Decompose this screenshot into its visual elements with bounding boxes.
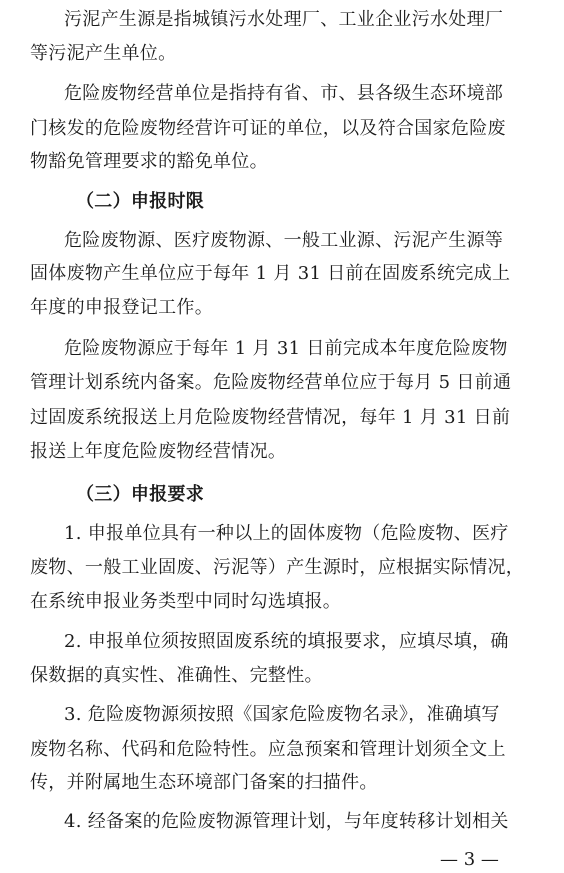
paragraph-line: 危险废物经营单位是指持有省、市、县各级生态环境部 bbox=[64, 83, 504, 104]
paragraph-line: 在系统申报业务类型中同时勾选填报。 bbox=[30, 591, 342, 612]
paragraph-line: 物豁免管理要求的豁免单位。 bbox=[30, 151, 268, 172]
paragraph-line: 年度的申报登记工作。 bbox=[30, 297, 213, 318]
paragraph-line: 危险废物源、医疗废物源、一般工业源、污泥产生源等 bbox=[64, 230, 504, 251]
section-heading: （二）申报时限 bbox=[76, 191, 205, 212]
paragraph-line: 过固废系统报送上月危险废物经营情况，每年 1 月 31 日前 bbox=[30, 407, 511, 428]
paragraph-line: 等污泥产生单位。 bbox=[30, 43, 177, 64]
paragraph-line: 危险废物源应于每年 1 月 31 日前完成本年度危险废物 bbox=[64, 338, 508, 359]
paragraph-line: 管理计划系统内备案。危险废物经营单位应于每月 5 日前通 bbox=[30, 372, 512, 393]
paragraph-line: 2. 申报单位须按照固废系统的填报要求，应填尽填，确 bbox=[64, 631, 509, 652]
section-heading: （三）申报要求 bbox=[76, 484, 205, 505]
paragraph-line: 门核发的危险废物经营许可证的单位，以及符合国家危险废 bbox=[30, 118, 506, 139]
paragraph-line: 1. 申报单位具有一种以上的固体废物（危险废物、医疗 bbox=[64, 523, 509, 544]
paragraph-line: 保数据的真实性、准确性、完整性。 bbox=[30, 665, 323, 686]
paragraph-line: 废物、一般工业固废、污泥等）产生源时，应根据实际情况， bbox=[30, 557, 525, 578]
paragraph-line: 3. 危险废物源须按照《国家危险废物名录》，准确填写 bbox=[64, 704, 500, 725]
paragraph-line: 污泥产生源是指城镇污水处理厂、工业企业污水处理厂 bbox=[64, 9, 504, 30]
paragraph-line: 废物名称、代码和危险特性。应急预案和管理计划须全文上 bbox=[30, 739, 506, 760]
paragraph-line: 传，并附属地生态环境部门备案的扫描件。 bbox=[30, 772, 378, 793]
paragraph-line: 4. 经备案的危险废物源管理计划，与年度转移计划相关 bbox=[64, 811, 509, 832]
page-number: — 3 — bbox=[440, 849, 499, 870]
paragraph-line: 报送上年度危险废物经营情况。 bbox=[30, 441, 287, 462]
paragraph-line: 固体废物产生单位应于每年 1 月 31 日前在固废系统完成上 bbox=[30, 263, 511, 284]
